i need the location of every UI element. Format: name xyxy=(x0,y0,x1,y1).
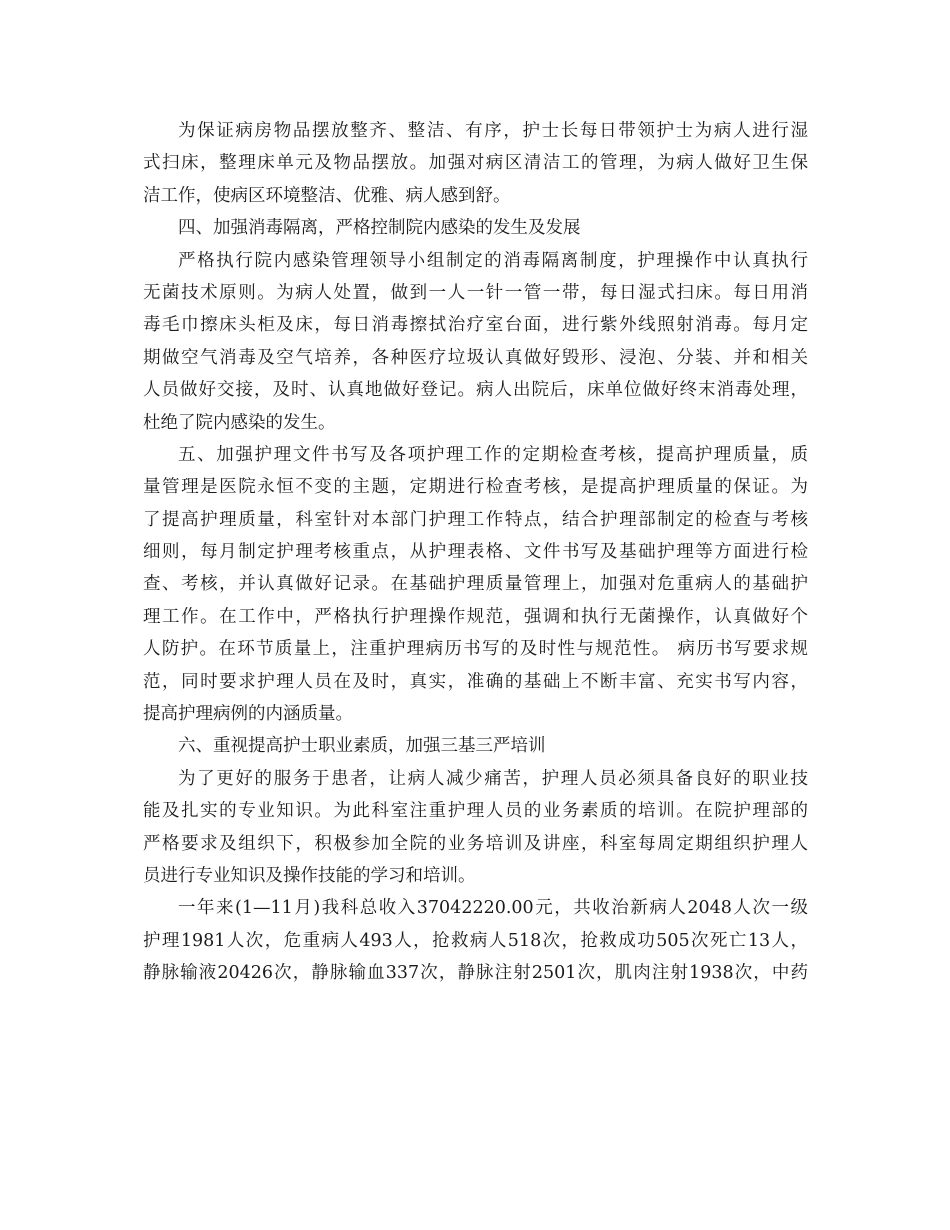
text-line: 量管理是医院永恒不变的主题，定期进行检查考核，是提高护理质量的保证。为 xyxy=(143,477,808,498)
text-line: 人员做好交接，及时、认真地做好登记。病人出院后，床单位做好终末消毒处理， xyxy=(143,380,808,401)
text-line: 洁工作，使病区环境整洁、优雅、病人感到舒。 xyxy=(143,185,511,206)
text-line: 无菌技术原则。为病人处置，做到一人一针一管一带，每日湿式扫床。每日用消 xyxy=(143,282,808,303)
text-line: 为了更好的服务于患者，让病人减少痛苦，护理人员必须具备良好的职业技 xyxy=(178,768,808,789)
text-line: 为保证病房物品摆放整齐、整洁、有序，护士长每日带领护士为病人进行湿 xyxy=(178,121,808,141)
text-line: 严格要求及组织下，积极参加全院的业务培训及讲座，科室每周定期组织护理人 xyxy=(143,833,808,854)
text-line: 员进行专业知识及操作技能的学习和培训。 xyxy=(143,865,476,886)
text-line: 期做空气消毒及空气培养，各种医疗垃圾认真做好毁形、浸泡、分装、并和相关 xyxy=(143,347,808,368)
text-line: 细则，每月制定护理考核重点，从护理表格、文件书写及基础护理等方面进行检 xyxy=(143,542,808,563)
text-line: 静脉输液20426次，静脉输血337次，静脉注射2501次，肌肉注射1938次，中药 xyxy=(143,963,808,984)
text-line: 杜绝了院内感染的发生。 xyxy=(143,412,336,433)
text-line: 查、考核，并认真做好记录。在基础护理质量管理上，加强对危重病人的基础护 xyxy=(143,574,808,595)
text-line: 四、加强消毒隔离，严格控制院内感染的发生及发展 xyxy=(178,218,581,239)
text-line: 人防护。在环节质量上，注重护理病历书写的及时性与规范性。 病历书写要求规 xyxy=(143,639,808,660)
text-line: 五、加强护理文件书写及各项护理工作的定期检查考核，提高护理质量，质 xyxy=(178,444,808,465)
text-line: 六、重视提高护士职业素质，加强三基三严培训 xyxy=(178,736,546,757)
text-line: 式扫床，整理床单元及物品摆放。加强对病区清洁工的管理，为病人做好卫生保 xyxy=(143,153,808,174)
text-line: 了提高护理质量，科室针对本部门护理工作特点，结合护理部制定的检查与考核 xyxy=(143,509,808,530)
text-line: 理工作。在工作中，严格执行护理操作规范，强调和执行无菌操作，认真做好个 xyxy=(143,606,808,627)
document-body xyxy=(143,115,808,990)
text-line: 能及扎实的专业知识。为此科室注重护理人员的业务素质的培训。在院护理部的 xyxy=(143,801,808,822)
text-line: 提高护理病例的内涵质量。 xyxy=(143,704,353,725)
text-line: 毒毛巾擦床头柜及床，每日消毒擦拭治疗室台面，进行紫外线照射消毒。每月定 xyxy=(143,315,808,336)
text-line: 护理1981人次，危重病人493人，抢救病人518次，抢救成功505次死亡13人， xyxy=(143,930,808,951)
text-line: 范，同时要求护理人员在及时，真实，准确的基础上不断丰富、充实书写内容， xyxy=(143,671,808,692)
text-line: 一年来(1—11月)我科总收入37042220.00元，共收治新病人2048人次一级 xyxy=(178,898,808,919)
text-line: 严格执行院内感染管理领导小组制定的消毒隔离制度，护理操作中认真执行 xyxy=(178,250,808,271)
